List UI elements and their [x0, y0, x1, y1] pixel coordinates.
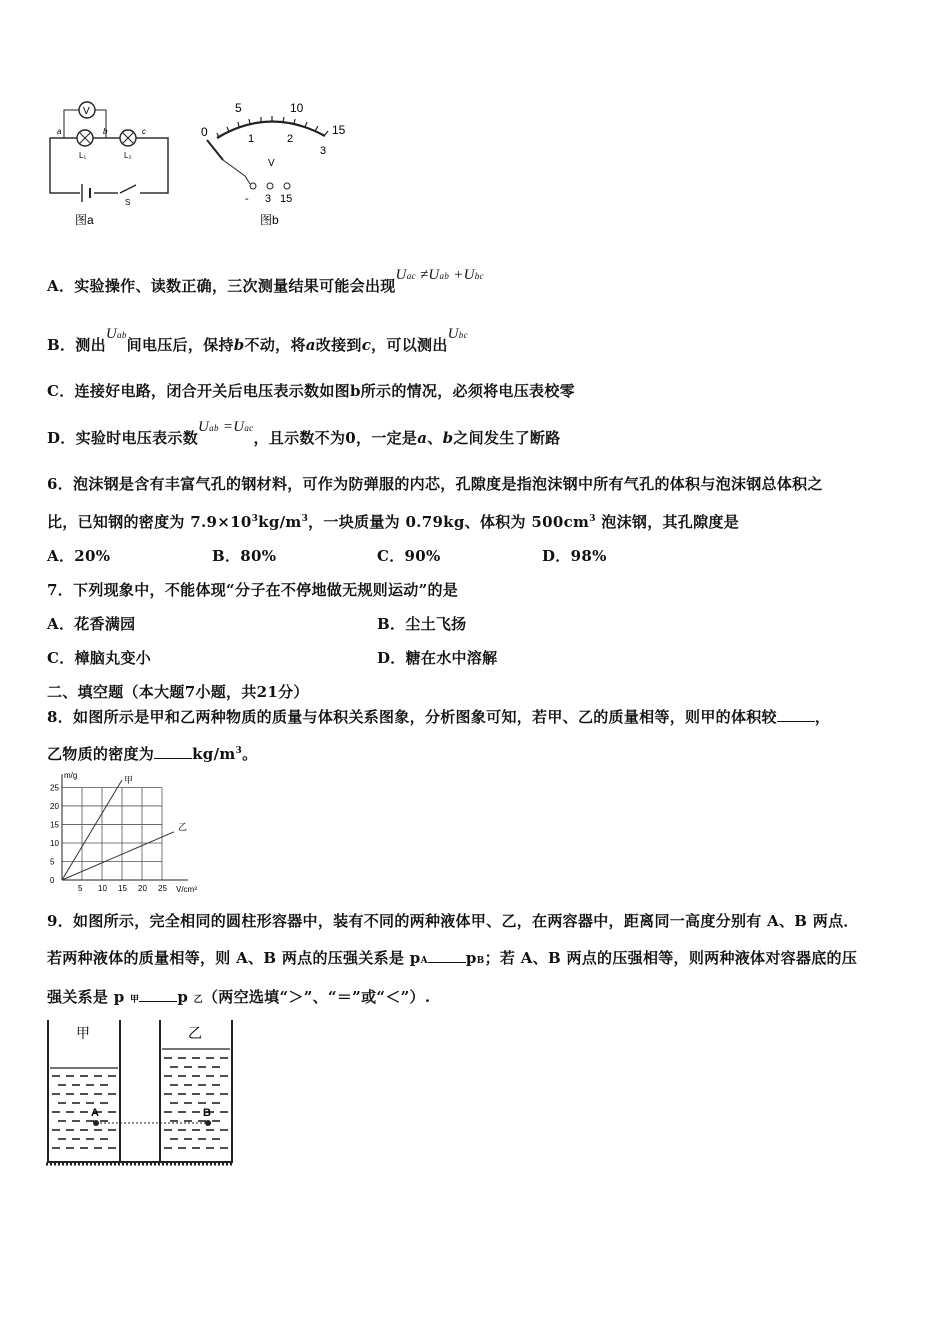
y-tick-label: 0	[50, 876, 55, 885]
q7-option-d: D．糖在水中溶解	[377, 649, 498, 667]
q8-stem-line2: 乙物质的密度为 $kg/m^3$。	[47, 745, 258, 763]
q6-option-c: C．90%	[377, 547, 441, 565]
q5-option-d: D．实验时电压表示数Uab =Uac，且示数不为0，一定是a、b之间发生了断路	[47, 419, 561, 447]
svg-text:V: V	[83, 106, 90, 117]
svg-text:1: 1	[248, 133, 255, 145]
y-tick-label: 20	[50, 801, 59, 811]
svg-text:15: 15	[280, 193, 293, 205]
q9-stem-line3: 强关系是 p 甲 p 乙（两空选填“＞”、“＝”或“＜”）.	[47, 988, 431, 1006]
y-axis-label: m/g	[64, 772, 78, 780]
x-tick-label: 5	[78, 884, 83, 892]
q6-option-a: A．20%	[47, 547, 111, 565]
q7-option-c: C．樟脑丸变小	[47, 649, 152, 667]
svg-text:图b: 图b	[260, 213, 279, 227]
q7-option-a: A．花香满园	[47, 615, 136, 633]
svg-text:5: 5	[235, 101, 242, 115]
series-label: 甲	[124, 775, 134, 785]
y-tick-label: 5	[50, 857, 55, 867]
q9-stem-line1: 9．如图所示，完全相同的圆柱形容器中，装有不同的两种液体甲、乙，在两容器中，距离同一高度分别有 A、B 两点．	[47, 912, 859, 930]
q7-option-b: B．尘土飞扬	[377, 615, 467, 633]
q6-option-d: D．98%	[542, 547, 607, 565]
svg-text:图a: 图a	[75, 213, 94, 227]
x-tick-label: 20	[138, 884, 147, 892]
circuit-figure-a	[40, 98, 200, 233]
q6-stem-line2: 比，已知钢的密度为 $7.9\times 10^3kg/m^3$，一块质量为 0.79kg、体积为 $500cm^3$ 泡沫钢，其孔隙度是	[47, 513, 739, 531]
section-heading: 二、填空题（本大题7小题，共21分）	[47, 683, 309, 701]
containers-figure	[40, 1016, 240, 1168]
svg-text:10: 10	[290, 101, 304, 115]
svg-text:15: 15	[332, 123, 346, 137]
svg-text:-: -	[245, 193, 249, 205]
dial-needle	[207, 140, 223, 160]
point-b	[205, 1120, 211, 1126]
point-a	[93, 1120, 99, 1126]
q7-stem: 7．下列现象中，不能体现“分子在不停地做无规则运动”的是	[47, 581, 459, 599]
svg-text:S: S	[125, 198, 131, 207]
x-tick-label: 10	[98, 884, 107, 892]
svg-text:L₁: L₁	[79, 151, 87, 160]
svg-text:乙: 乙	[188, 1025, 202, 1041]
svg-text:A: A	[91, 1107, 99, 1119]
x-tick-label: 25	[158, 884, 167, 892]
q8-stem-line1: 8．如图所示是甲和乙两种物质的质量与体积关系图象，分析图象可知，若甲、乙的质量相等，则甲的体积较 ，	[47, 708, 831, 726]
svg-text:c: c	[142, 127, 146, 136]
x-axis-label: V/cm³	[176, 885, 197, 892]
q6-stem-line1: 6．泡沫钢是含有丰富气孔的钢材料，可作为防弹服的内芯，孔隙度是指泡沫钢中所有气孔的体积与泡沫钢总体积之	[47, 475, 823, 493]
svg-text:0: 0	[201, 125, 208, 139]
series-label: 乙	[178, 821, 188, 832]
voltmeter-figure-b	[195, 98, 355, 233]
y-tick-label: 15	[50, 820, 59, 830]
svg-text:甲: 甲	[76, 1025, 90, 1041]
mass-volume-chart	[40, 772, 200, 892]
svg-text:V: V	[268, 158, 275, 169]
svg-text:3: 3	[265, 193, 272, 205]
q9-stem-line2: 若两种液体的质量相等，则 A、B 两点的压强关系是 pA pB；若 A、B 两点的压强相等，则两种液体对容器底的压	[47, 949, 858, 967]
svg-text:2: 2	[287, 133, 294, 145]
series-line-yi	[62, 832, 174, 880]
svg-text:b: b	[103, 127, 108, 136]
series-line-jia	[62, 780, 122, 880]
q5-option-a: A．实验操作、读数正确，三次测量结果可能会出现Uac ≠Uab +Ubc	[47, 267, 484, 295]
svg-text:L₂: L₂	[124, 151, 132, 160]
q5-option-c: C．连接好电路，闭合开关后电压表示数如图b所示的情况，必须将电压表校零	[47, 382, 575, 400]
svg-text:a: a	[57, 127, 62, 136]
q5-option-b: B．测出Uab间电压后，保持b不动，将a改接到c，可以测出Ubc	[47, 326, 468, 354]
x-tick-label: 15	[118, 884, 127, 892]
svg-text:B: B	[203, 1107, 211, 1119]
q6-option-b: B．80%	[212, 547, 277, 565]
y-tick-label: 25	[50, 783, 59, 793]
y-tick-label: 10	[50, 838, 59, 848]
svg-text:3: 3	[320, 145, 327, 157]
